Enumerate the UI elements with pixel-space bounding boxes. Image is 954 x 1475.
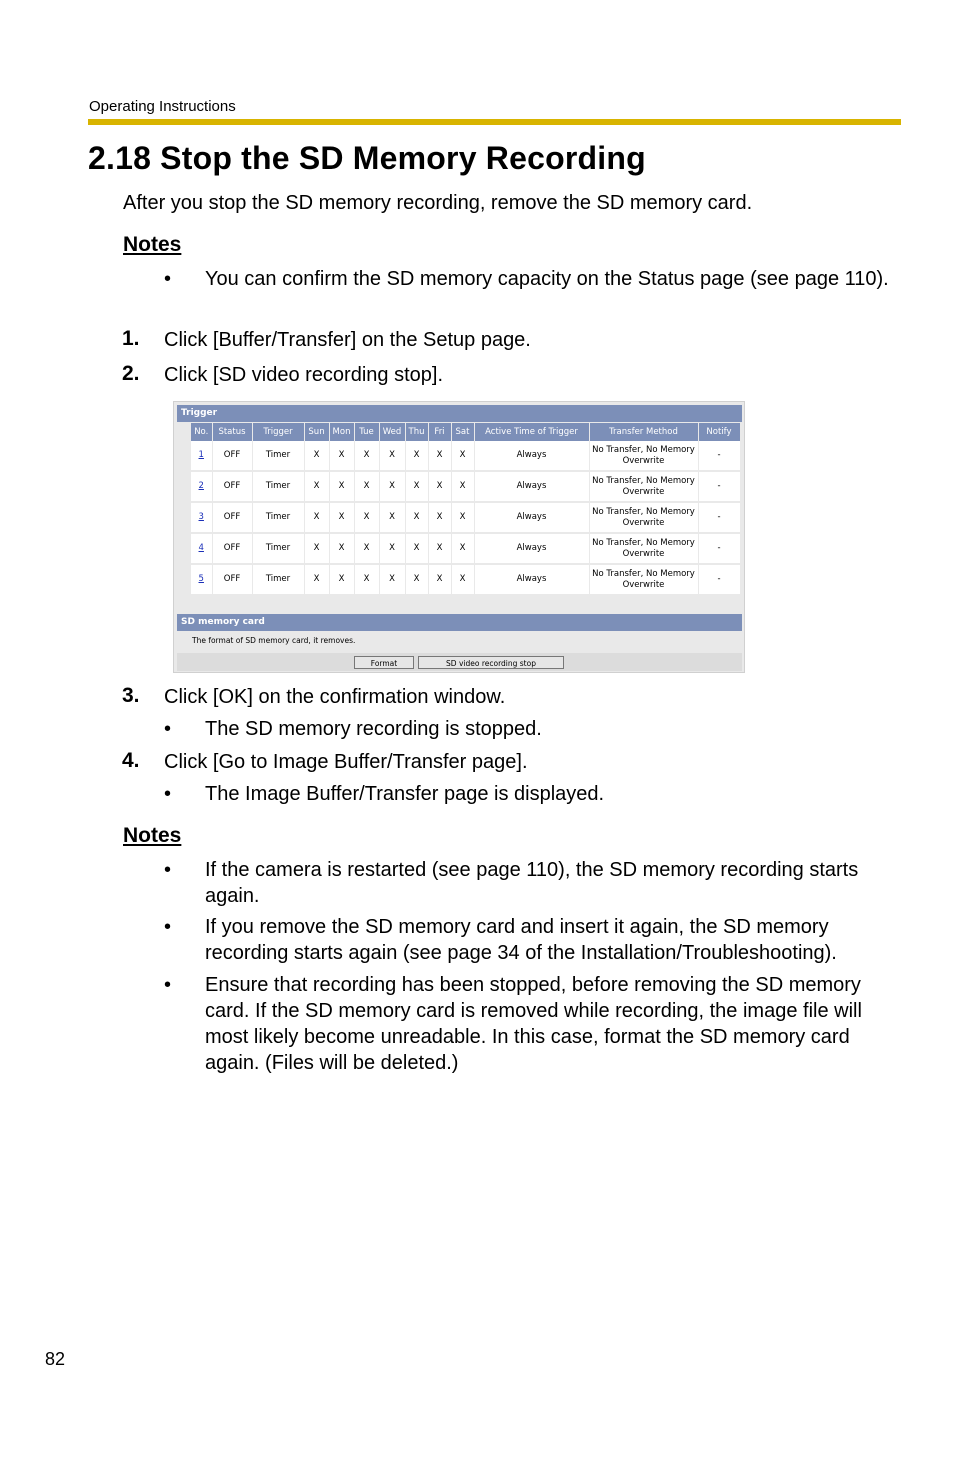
trigger-table [191,423,741,596]
table-cell: X [304,441,329,471]
table-cell: Timer [252,502,304,533]
table-cell: X [354,441,379,471]
table-cell: OFF [212,471,252,502]
table-cell: X [329,441,354,471]
step-text: Click [Go to Image Buffer/Transfer page]. [164,751,528,773]
column-header: Tue [354,423,379,441]
notes-heading-2: Notes [123,824,182,847]
step-number: 4. [122,749,140,772]
buffer-transfer-screenshot [173,401,745,673]
column-header: Sat [451,423,474,441]
table-cell: Timer [252,471,304,502]
step-text: Click [OK] on the confirmation window. [164,686,506,708]
notes-heading-1: Notes [123,233,182,256]
trigger-number-link[interactable]: 1 [191,441,212,471]
table-cell: - [698,471,740,502]
table-cell: X [329,533,354,564]
column-header: Transfer Method [589,423,698,441]
table-cell: X [329,564,354,595]
table-cell: X [428,471,451,502]
column-header: Trigger [252,423,304,441]
column-header: Active Time of Trigger [474,423,589,441]
table-cell: Timer [252,564,304,595]
table-cell: X [451,471,474,502]
trigger-row [191,441,740,471]
table-cell: X [428,564,451,595]
table-cell: Always [474,441,589,471]
section-title: 2.18 Stop the SD Memory Recording [88,140,646,176]
column-header: Notify [698,423,740,441]
table-cell: Always [474,564,589,595]
note-item: If the camera is restarted (see page 110), the SD memory recording starts again. [205,859,859,907]
table-cell: X [379,471,405,502]
bullet-dot: • [164,916,172,938]
table-cell: X [428,441,451,471]
table-cell: Timer [252,533,304,564]
step-result: The SD memory recording is stopped. [205,718,542,740]
table-cell: X [379,502,405,533]
sd-button-panel [177,653,742,671]
step-text: Click [SD video recording stop]. [164,364,444,386]
table-cell: X [451,441,474,471]
table-cell: X [329,471,354,502]
table-cell: X [451,564,474,595]
table-cell: - [698,533,740,564]
bullet-dot: • [164,718,172,740]
intro-paragraph: After you stop the SD memory recording, remove the SD memory card. [123,192,753,214]
table-cell: No Transfer, No Memory Overwrite [589,471,698,502]
column-header: Fri [428,423,451,441]
step-number: 2. [122,362,140,385]
table-cell: X [428,502,451,533]
column-header: Mon [329,423,354,441]
note-item: You can confirm the SD memory capacity on the Status page (see page 110). [205,268,889,290]
table-cell: X [405,564,428,595]
table-cell: No Transfer, No Memory Overwrite [589,533,698,564]
table-cell: X [354,471,379,502]
column-header: Sun [304,423,329,441]
trigger-number-link[interactable]: 2 [191,471,212,502]
table-cell: Always [474,533,589,564]
table-cell: X [304,533,329,564]
sd-card-note: The format of SD memory card, it removes. [192,636,356,645]
table-cell: X [405,502,428,533]
trigger-number-link[interactable]: 3 [191,502,212,533]
table-cell: OFF [212,441,252,471]
step-text: Click [Buffer/Transfer] on the Setup page. [164,329,531,351]
running-header: Operating Instructions [89,98,236,115]
column-header: No. [191,423,212,441]
sd-recording-stop-button[interactable]: SD video recording stop [418,656,564,669]
page-number: 82 [45,1349,66,1369]
table-cell: - [698,564,740,595]
header-rule [88,119,901,125]
trigger-row [191,471,740,502]
trigger-row [191,502,740,533]
trigger-section-bar: Trigger [177,405,742,422]
trigger-header-row [191,423,740,441]
bullet-dot: • [164,268,172,290]
table-cell: No Transfer, No Memory Overwrite [589,441,698,471]
trigger-row [191,533,740,564]
table-cell: OFF [212,533,252,564]
table-cell: No Transfer, No Memory Overwrite [589,564,698,595]
table-cell: X [304,471,329,502]
table-cell: X [329,502,354,533]
table-cell: No Transfer, No Memory Overwrite [589,502,698,533]
column-header: Status [212,423,252,441]
table-cell: X [451,533,474,564]
bullet-dot: • [164,974,172,996]
table-cell: - [698,441,740,471]
table-cell: X [354,502,379,533]
column-header: Thu [405,423,428,441]
table-cell: OFF [212,502,252,533]
table-cell: X [304,564,329,595]
table-cell: X [428,533,451,564]
table-cell: Always [474,471,589,502]
bullet-dot: • [164,783,172,805]
table-cell: - [698,502,740,533]
table-cell: X [304,502,329,533]
table-cell: X [405,441,428,471]
sd-card-section-bar: SD memory card [177,614,742,631]
table-cell: X [354,564,379,595]
table-cell: Timer [252,441,304,471]
note-item: If you remove the SD memory card and insert it again, the SD memory recording starts again (see page 34 of the Installation/Troubleshooting). [205,916,837,964]
table-cell: X [379,564,405,595]
trigger-row [191,564,740,595]
step-result: The Image Buffer/Transfer page is displayed. [205,783,605,805]
table-cell: X [451,502,474,533]
trigger-number-link[interactable]: 4 [191,533,212,564]
column-header: Wed [379,423,405,441]
format-button[interactable]: Format [354,656,414,669]
table-cell: X [405,471,428,502]
table-cell: OFF [212,564,252,595]
table-cell: X [379,533,405,564]
table-cell: Always [474,502,589,533]
table-cell: X [354,533,379,564]
trigger-number-link[interactable]: 5 [191,564,212,595]
table-cell: X [405,533,428,564]
step-number: 3. [122,684,140,707]
table-cell: X [379,441,405,471]
step-number: 1. [122,327,140,350]
bullet-dot: • [164,859,172,881]
note-item: Ensure that recording has been stopped, before removing the SD memory card. If the SD memory card is removed while recording, the image file will most likely become unreadable. In this case, format the SD memory card again. (Files will be deleted.) [205,974,862,1074]
